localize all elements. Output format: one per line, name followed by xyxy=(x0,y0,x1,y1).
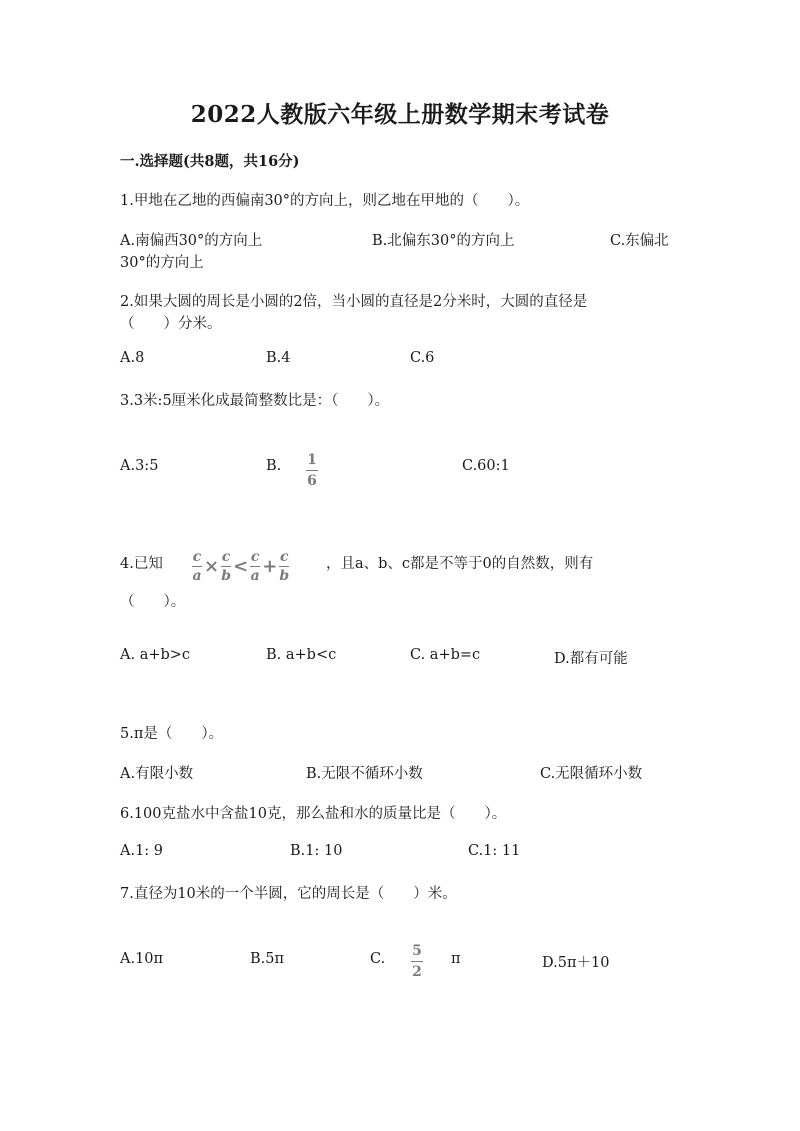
question-5-option-b: B.无限不循环小数 xyxy=(306,766,423,782)
question-2-option-a: A.8 xyxy=(120,350,145,366)
question-1-option-a: A.南偏西30°的方向上 xyxy=(120,233,263,249)
question-4-option-b: B. a+b<c xyxy=(266,647,337,663)
question-4-option-c: C. a+b=c xyxy=(410,647,481,663)
question-6-option-b: B.1: 10 xyxy=(290,843,343,859)
question-2-option-c: C.6 xyxy=(410,350,435,366)
question-6-stem: 6.100克盐水中含盐10克，那么盐和水的质量比是（ ）。 xyxy=(120,806,507,822)
question-7-option-d: D.5π＋10 xyxy=(542,955,610,971)
question-7-option-c: C. xyxy=(370,951,386,967)
less-than-operator: < xyxy=(233,556,249,577)
question-6-option-c: C.1: 11 xyxy=(468,843,521,859)
question-7-option-c-pi: π xyxy=(451,951,461,967)
fraction-numerator: 1 xyxy=(307,452,317,468)
fraction-denominator: a xyxy=(192,568,202,584)
fraction-bar xyxy=(306,470,318,471)
times-operator: × xyxy=(204,556,220,577)
question-1-option-b: B.北偏东30°的方向上 xyxy=(372,233,515,249)
fraction-bar xyxy=(411,961,423,962)
question-4-option-d: D.都有可能 xyxy=(554,651,628,667)
fraction-bar xyxy=(192,566,202,567)
question-1-option-c-continued: 30°的方向上 xyxy=(120,255,204,271)
fraction-denominator: 6 xyxy=(307,473,317,489)
question-4-option-a: A. a+b>c xyxy=(120,647,191,663)
fraction-numerator: c xyxy=(280,549,289,565)
fraction-denominator: b xyxy=(279,568,290,584)
question-5-option-a: A.有限小数 xyxy=(120,766,194,782)
question-1-stem: 1.甲地在乙地的西偏南30°的方向上，则乙地在甲地的（ ）。 xyxy=(120,193,530,209)
fraction-denominator: 2 xyxy=(412,964,422,980)
inequality-fraction-1 xyxy=(192,550,202,583)
question-3-fraction xyxy=(306,453,318,488)
inequality-fraction-2 xyxy=(221,550,231,583)
fraction-numerator: 5 xyxy=(412,943,422,959)
question-3-option-c: C.60:1 xyxy=(462,458,510,474)
question-2-option-b: B.4 xyxy=(266,350,291,366)
fraction-denominator: a xyxy=(250,568,260,584)
fraction-numerator: c xyxy=(192,549,202,565)
inequality-fraction-3 xyxy=(250,550,260,583)
question-6-option-a: A.1: 9 xyxy=(120,843,164,859)
question-5-option-c: C.无限循环小数 xyxy=(540,766,643,782)
question-1-option-c: C.东偏北 xyxy=(610,233,669,249)
fraction-bar xyxy=(221,566,231,567)
question-3-option-b: B. xyxy=(266,458,282,474)
question-3-stem: 3.3米:5厘米化成最简整数比是：（ ）。 xyxy=(120,393,390,409)
plus-operator: + xyxy=(262,556,278,577)
fraction-numerator: c xyxy=(221,549,231,565)
question-4-inequality xyxy=(192,550,289,583)
question-4-stem-suffix: ，且a、b、c都是不等于0的自然数，则有 xyxy=(326,556,594,572)
question-5-stem: 5.π是（ ）。 xyxy=(120,726,224,742)
question-3-option-a: A.3:5 xyxy=(120,458,159,474)
page-title: 2022人教版六年级上册数学期末考试卷 xyxy=(190,101,610,128)
fraction-numerator: c xyxy=(250,549,260,565)
question-2-stem-line-1: 2.如果大圆的周长是小圆的2倍，当小圆的直径是2分米时，大圆的直径是 xyxy=(120,294,588,310)
question-4-stem-line-2: （ ）。 xyxy=(120,594,186,610)
question-7-option-a: A.10π xyxy=(120,951,164,967)
question-7-stem: 7.直径为10米的一个半圆，它的周长是（ ）米。 xyxy=(120,886,457,902)
fraction-bar xyxy=(250,566,260,567)
question-4-stem-prefix: 4.已知 xyxy=(120,556,163,572)
inequality-fraction-4 xyxy=(279,550,289,583)
question-7-option-b: B.5π xyxy=(250,951,285,967)
question-7-fraction xyxy=(411,944,423,979)
fraction-bar xyxy=(279,566,289,567)
section-heading: 一.选择题(共8题，共16分) xyxy=(120,153,300,170)
fraction-denominator: b xyxy=(221,568,231,584)
question-2-stem-line-2: （ ）分米。 xyxy=(120,316,222,332)
